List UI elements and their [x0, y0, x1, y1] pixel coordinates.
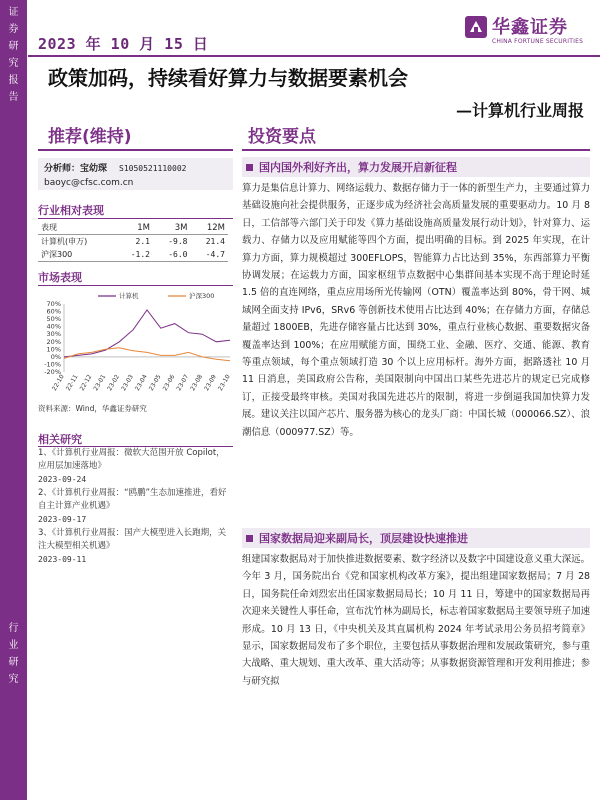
x-tick-label: 23-04 — [133, 373, 149, 393]
section-paragraph: 算力是集信息计算力、网络运载力、数据存储力于一体的新型生产力，主要通过算力基础设施向社会提供服务，正逐步成为经济社会高质量发展的重要驱动力。10 月 8 日，工信部等六部门关于印发《算力基础设施高质量发展行动计划》，针对算力、运载力、存储力以及应用赋能等四个方面，提出明确的目标。到 2025 年实现，在计算力方面，算力规模超过 300EFLOPS，智能算力占比达到 35%，东西部算力平衡协调发展；在运载力方面，国家枢纽节点数据中心集群间基本实现不高于理论时延 1.5 倍的直连网络，重点应用场所光传输网（OTN）覆盖率达到 80%，骨干网、城域网全面支持 IPv6，SRv6 等创新技术使用占比达到 40%；在存储力方面，存储总量超过 1800EB，先进存储容量占比达到 30%，重点行业核心数据、重要数据灾备覆盖率达到 100%；在应用赋能方面，围绕工业、金融、医疗、交通、能源、教育等重点领域，每个重点领域打造 30 个以上应用标杆。海外方面，据路透社 10 月 11 日消息，美国政府公告称，美国限制向中国出口某些先进芯片的规定已完成修订，正接受最终审核。美国对我国先进芯片的限制，将进一步倒逼我国加快算力发展。建议关注以国产芯片、服务器为核心的龙头厂商：中国长城（000066.SZ）、浪潮信息（000977.SZ）等。 — [242, 183, 590, 438]
list-item[interactable] — [38, 527, 233, 566]
chart-source: 资料来源：Wind，华鑫证券研究 — [38, 404, 147, 413]
cell-3m: -9.8 — [168, 237, 188, 246]
y-tick-label: 40% — [46, 322, 61, 331]
cell-3m: -6.0 — [168, 250, 188, 259]
x-tick-label: 23-07 — [175, 373, 191, 393]
performance-table — [38, 221, 228, 262]
analyst-email[interactable]: baoyc@cfsc.com.cn — [44, 178, 134, 188]
market-heading: 市场表现 — [38, 271, 82, 284]
section-heading-bar — [242, 157, 590, 177]
y-tick-label: 20% — [46, 337, 61, 346]
related-date: 2023-09-24 — [38, 475, 87, 484]
logo-mark-icon — [465, 16, 487, 38]
analyst-cert: S1050521110002 — [119, 164, 187, 173]
cell-12m: -4.7 — [205, 250, 225, 259]
market-performance-chart — [38, 290, 233, 402]
related-heading: 相关研究 — [38, 433, 82, 446]
table-row — [38, 248, 228, 262]
report-type-vertical: 证 券 研 究 报 告 — [8, 7, 19, 103]
x-tick-label: 23-02 — [106, 373, 122, 393]
company-logo — [465, 12, 590, 54]
y-tick-label: 60% — [46, 307, 61, 316]
table-row — [38, 235, 228, 249]
related-research-list — [38, 447, 233, 567]
x-tick-label: 23-03 — [120, 373, 135, 393]
x-tick-label: 22-10 — [50, 373, 66, 393]
y-tick-label: 30% — [46, 330, 61, 339]
performance-heading: 行业相对表现 — [38, 204, 104, 217]
section-heading-bar — [242, 528, 590, 548]
section-heading: 国内国外利好齐出，算力发展开启新征程 — [259, 161, 457, 174]
col-header: 1M — [137, 222, 150, 233]
x-tick-label: 23-05 — [147, 373, 163, 393]
related-date: 2023-09-17 — [38, 515, 87, 524]
left-sidebar — [0, 0, 27, 800]
rating-label: 推荐(维持) — [48, 127, 132, 147]
analyst-name: 分析师：宝幼琛 — [44, 164, 108, 174]
section-heading: 国家数据局迎来副局长，顶层建设快速推进 — [259, 532, 468, 545]
related-date: 2023-09-11 — [38, 555, 87, 564]
related-title[interactable]: 3、《计算机行业周报：国产大模型进入长跑期，关注大模型相关机遇》 — [38, 528, 227, 551]
y-tick-label: 0% — [50, 352, 61, 361]
performance-divider — [38, 218, 233, 219]
series-line-0 — [64, 310, 230, 357]
col-header: 3M — [174, 222, 188, 233]
square-bullet-icon — [246, 164, 253, 171]
logo-text-en: CHINA FORTUNE SECURITIES — [492, 38, 584, 45]
y-tick-label: 50% — [46, 315, 61, 324]
industry-research-vertical: 行 业 研 究 — [8, 623, 19, 685]
legend-label: 计算机 — [119, 292, 139, 300]
list-item[interactable] — [38, 487, 233, 526]
x-tick-label: 23-06 — [161, 373, 177, 393]
investment-points-heading: 投资要点 — [248, 127, 316, 147]
x-tick-label: 23-10 — [216, 373, 232, 393]
report-subtitle: —计算机行业周报 — [455, 101, 584, 120]
cell-12m: 21.4 — [205, 237, 225, 246]
section-data-bureau — [242, 528, 590, 690]
related-title[interactable]: 2、《计算机行业周报：“鸥鹏”生态加速推进，看好自主计算产业机遇》 — [38, 488, 227, 511]
x-tick-label: 22-12 — [78, 373, 94, 393]
market-divider — [38, 285, 233, 286]
list-item[interactable] — [38, 447, 233, 486]
report-date: 2023 年 10 月 15 日 — [38, 35, 209, 53]
cell-1m: 2.1 — [135, 237, 150, 246]
x-tick-label: 23-08 — [189, 373, 205, 393]
y-tick-label: 10% — [46, 345, 61, 354]
related-title[interactable]: 1、《计算机行业周报：微软大范围开放 Copilot，应用层加速落地》 — [38, 448, 225, 471]
row-name: 计算机(申万) — [41, 237, 88, 246]
x-tick-label: 23-09 — [203, 373, 218, 393]
y-tick-label: -10% — [44, 360, 61, 369]
legend-label: 沪深300 — [189, 292, 215, 300]
col-header: 12M — [206, 222, 225, 233]
row-name: 沪深300 — [41, 250, 73, 259]
y-tick-label: -20% — [44, 368, 61, 376]
section-computing-power — [242, 157, 590, 441]
rating-divider — [38, 149, 233, 151]
analyst-box — [38, 158, 233, 190]
header-divider — [28, 55, 600, 57]
x-tick-label: 23-01 — [92, 373, 108, 393]
col-header: 表现 — [41, 223, 57, 232]
y-tick-label: 70% — [46, 300, 61, 308]
section-paragraph: 组建国家数据局对于加快推进数据要素、数字经济以及数字中国建设意义重大深远。今年 3 月，国务院出台《党和国家机构改革方案》，提出组建国家数据局；7 月 28 日，国务院任命刘烈宏出任国家数据局局长；10 月 11 日，筹建中的国家数据局再次迎来关键性人事任命，宣布沈竹林为副局长，标志着国家数据局主要领导班子加速形成。10 月 13 日，《中央机关及其直属机构 2024 年考试录用公务员招考简章》显示，国家数据局发布了多个职位，主要包括从事数据治理和发展政策研究，参与重大战略、重大规划、重大改革、重大活动等；从事数据资源管理和开发利用推进；参与研究拟 — [242, 554, 590, 687]
table-header-row — [38, 221, 228, 235]
x-tick-label: 22-11 — [64, 373, 80, 393]
logo-text-cn: 华鑫证券 — [492, 17, 568, 38]
square-bullet-icon — [246, 535, 253, 542]
investment-divider — [242, 149, 590, 151]
report-title: 政策加码，持续看好算力与数据要素机会 — [48, 66, 408, 90]
cell-1m: -1.2 — [130, 250, 150, 259]
